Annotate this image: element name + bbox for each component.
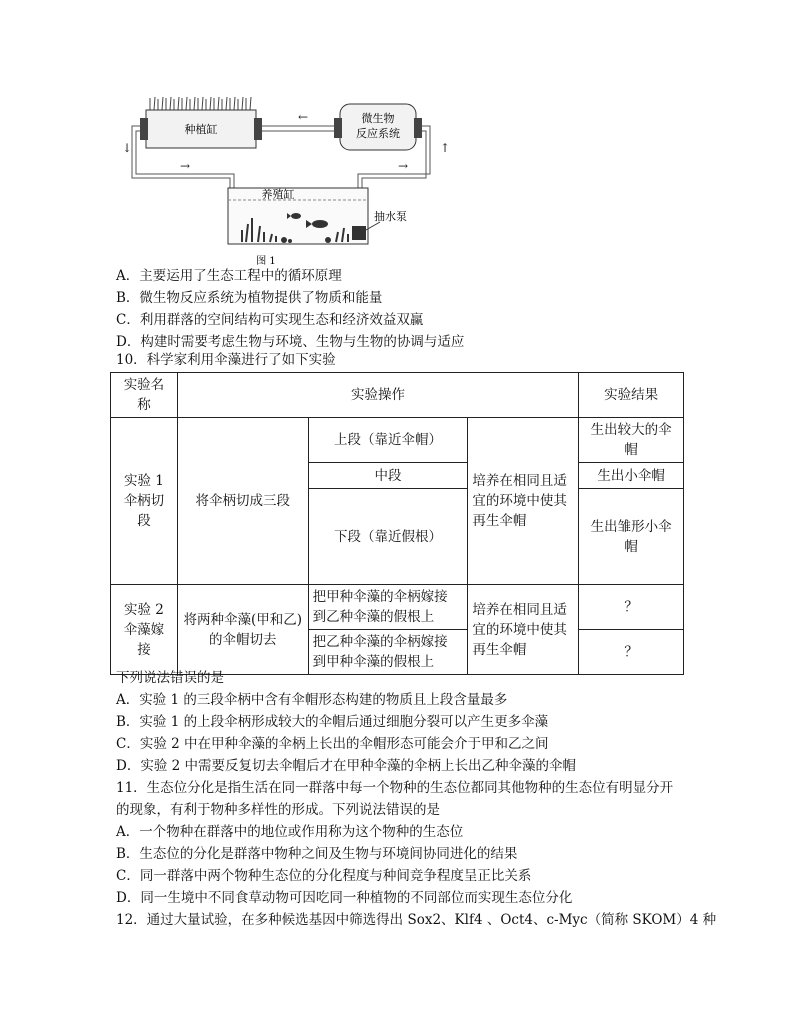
exp2-graft-1: 把甲种伞藻的伞柄嫁接 到乙种伞藻的假根上 bbox=[308, 585, 468, 630]
pump-label: 抽水泵 bbox=[374, 210, 407, 223]
exp1-result-lower: 生出雏形小伞 帽 bbox=[579, 489, 684, 585]
ecosystem-diagram bbox=[118, 92, 458, 268]
exp1-result-middle: 生出小伞帽 bbox=[579, 463, 684, 489]
exp2-result-1: ？ bbox=[579, 585, 684, 630]
q11-option-a: A．一个物种在群落中的地位或作用称为这个物种的生态位 bbox=[116, 824, 464, 840]
exp2-operation: 将两种伞藻(甲和乙) 的伞帽切去 bbox=[177, 585, 308, 675]
header-result: 实验结果 bbox=[579, 373, 684, 418]
q12-stem: 12．通过大量试验，在多种候选基因中筛选得出 Sox2、Klf4 、Oct4、c-Myc（简称 SKOM）4 种 bbox=[116, 912, 717, 928]
q11-option-d: D．同一生境中不同食草动物可因吃同一种植物的不同部位而实现生态位分化 bbox=[116, 890, 573, 906]
q10-option-b: B．实验 1 的上段伞柄形成较大的伞帽后通过细胞分裂可以产生更多伞藻 bbox=[116, 714, 549, 730]
q10-option-d: D．实验 2 中需要反复切去伞帽后才在甲种伞藻的伞柄上长出乙种伞藻的伞帽 bbox=[116, 758, 576, 774]
figure-caption: 图 1 bbox=[256, 256, 276, 267]
svg-text:→: → bbox=[180, 159, 191, 173]
svg-text:↓: ↓ bbox=[122, 141, 133, 155]
micro-label-1: 微生物 bbox=[361, 112, 395, 125]
exp1-segment-lower: 下段（靠近假根） bbox=[308, 489, 468, 585]
svg-text:←: ← bbox=[297, 110, 309, 124]
exp1-result-upper: 生出较大的伞 帽 bbox=[579, 418, 684, 463]
q9-option-a: A．主要运用了生态工程中的循环原理 bbox=[116, 268, 342, 284]
q11-stem-2: 的现象，有利于物种多样性的形成。下列说法错误的是 bbox=[116, 802, 440, 818]
q10-option-c: C．实验 2 中在甲种伞藻的伞柄上长出的伞帽形态可能会介于甲和乙之间 bbox=[116, 736, 549, 752]
q11-stem-1: 11．生态位分化是指生活在同一群落中每一个物种的生态位都同其他物种的生态位有明显分开 bbox=[116, 780, 674, 796]
exp2-culture: 培养在相同且适 宜的环境中使其 再生伞帽 bbox=[468, 585, 579, 675]
exp2-result-2: ？ bbox=[579, 630, 684, 675]
q11-option-c: C．同一群落中两个物种生态位的分化程度与种间竞争程度呈正比关系 bbox=[116, 868, 532, 884]
svg-text:↑: ↑ bbox=[440, 141, 451, 155]
q11-option-b: B．生态位的分化是群落中物种之间及生物与环境间协同进化的结果 bbox=[116, 846, 518, 862]
micro-label-2: 反应系统 bbox=[356, 127, 400, 140]
breeding-tank-label: 养殖缸 bbox=[261, 188, 295, 201]
exp2-graft-2: 把乙种伞藻的伞柄嫁接 到甲种伞藻的假根上 bbox=[308, 630, 468, 675]
q9-option-c: C．利用群落的空间结构可实现生态和经济效益双赢 bbox=[116, 312, 424, 328]
q10-stem: 10．科学家利用伞藻进行了如下实验 bbox=[116, 352, 336, 368]
svg-text:→: → bbox=[398, 159, 409, 173]
grass-icon bbox=[150, 97, 251, 110]
experiment-table bbox=[110, 372, 684, 675]
q10-ask: 下列说法错误的是 bbox=[116, 670, 224, 686]
exp1-segment-middle: 中段 bbox=[308, 463, 468, 489]
q10-option-a: A．实验 1 的三段伞柄中含有伞帽形态构建的物质且上段含量最多 bbox=[116, 692, 508, 708]
q9-option-d: D．构建时需要考虑生物与环境、生物与生物的协调与适应 bbox=[116, 334, 465, 350]
exp1-name: 实验 1 伞柄切 段 bbox=[111, 418, 178, 585]
exp1-segment-upper: 上段（靠近伞帽） bbox=[308, 418, 468, 463]
pump-icon bbox=[352, 226, 366, 240]
exp1-operation: 将伞柄切成三段 bbox=[177, 418, 308, 585]
header-operation: 实验操作 bbox=[177, 373, 578, 418]
header-name: 实验名 称 bbox=[111, 373, 178, 418]
exp1-culture: 培养在相同且适 宜的环境中使其 再生伞帽 bbox=[468, 418, 579, 585]
planting-tank-label: 种植缸 bbox=[184, 123, 218, 136]
q9-option-b: B．微生物反应系统为植物提供了物质和能量 bbox=[116, 290, 383, 306]
exp2-name: 实验 2 伞藻嫁 接 bbox=[111, 585, 178, 675]
